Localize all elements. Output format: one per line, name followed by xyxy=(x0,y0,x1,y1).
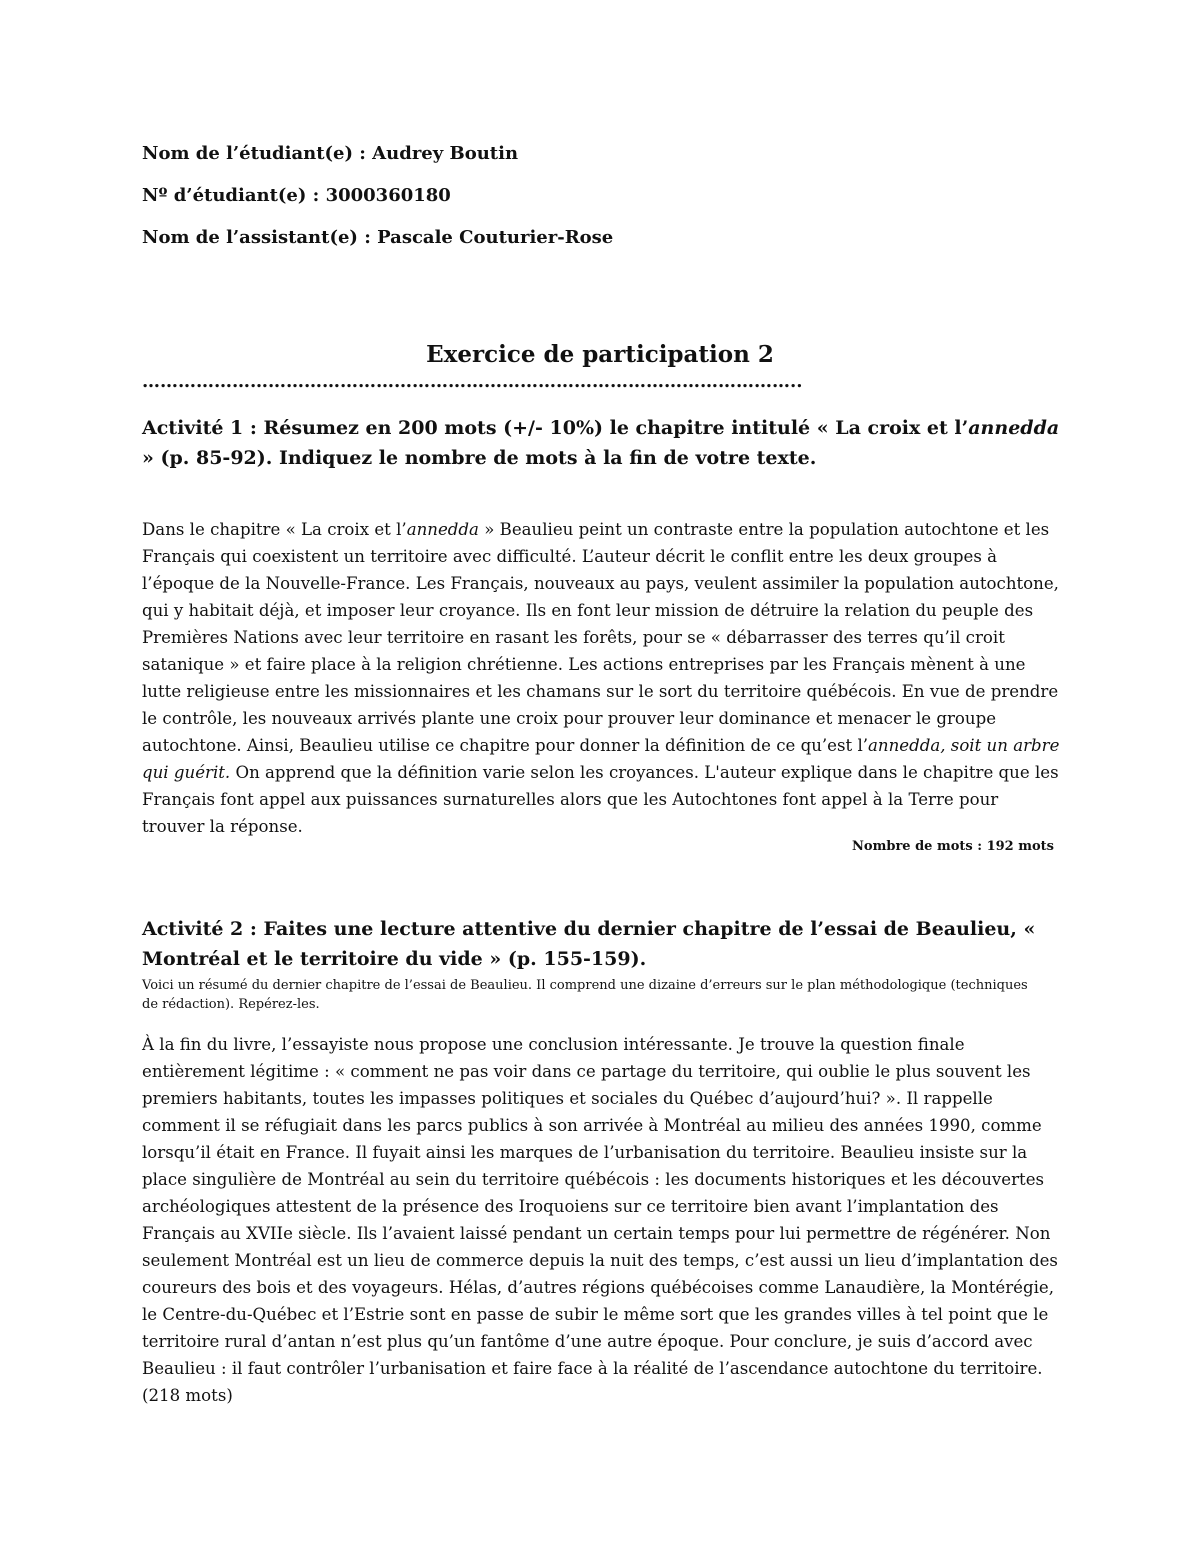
activity-1-text-part1: Dans le chapitre « La croix et l’ xyxy=(142,520,407,539)
assistant-name-line: Nom de l’assistant(e) : Pascale Couturier-Rose xyxy=(142,227,614,248)
activity-2-heading: Activité 2 : Faites une lecture attentive du dernier chapitre de l’essai de Beaulieu, « Montréal et le territoire du vide » (p. 155-159). xyxy=(142,918,1036,970)
activity-2-instructions: Voici un résumé du dernier chapitre de l’essai de Beaulieu. Il comprend une dizaine d’erreurs sur le plan méthodologique (techniques de rédaction). Repérez-les. xyxy=(142,978,1028,1012)
activity-1-text-part2: » Beaulieu peint un contraste entre la population autochtone et les Français qui coexistent un territoire avec difficulté. L’auteur décrit le conflit entre les deux groupes à l’époque de la Nouvelle-France. Les Français, nouveaux au pays, veulent assimiler la population autochtone, qui y habitait déjà, et imposer leur croyance. Ils en font leur mission de détruire la relation du peuple des Premières Nations avec leur territoire en rasant les forêts, pour se « débarrasser des terres qu’il croit satanique » et faire place à la religion chrétienne. Les actions entreprises par les Français mènent à une lutte religieuse entre les missionnaires et les chamans sur le sort du territoire québécois. En vue de prendre le contrôle, les nouveaux arrivés plante une croix pour prouver leur dominance et menacer le groupe autochtone. Ainsi, Beaulieu utilise ce chapitre pour donner la définition de ce qu’est l’ xyxy=(142,520,1059,755)
activity-1-summary xyxy=(142,516,1060,840)
activity-1-heading-part1: Activité 1 : Résumez en 200 mots (+/- 10%) le chapitre intitulé « La croix et l’ xyxy=(142,417,969,439)
activity-1-heading xyxy=(142,413,1062,473)
activity-1-text-italic1: annedda xyxy=(406,520,479,539)
document-title: Exercice de participation 2 xyxy=(426,341,774,368)
student-number-line: Nº d’étudiant(e) : 3000360180 xyxy=(142,185,451,206)
activity-1-text-part3: On apprend que la définition varie selon les croyances. L'auteur explique dans le chapitre que les Français font appel aux puissances surnaturelles alors que les Autochtones font appel à la Terre pour trouver la réponse. xyxy=(142,763,1059,836)
activity-1-heading-part2: » (p. 85-92). Indiquez le nombre de mots à la fin de votre texte. xyxy=(142,447,817,469)
separator-dots: ……………………………………………………………………………………………….. xyxy=(142,371,803,392)
activity-1-word-count: Nombre de mots : 192 mots xyxy=(852,839,1054,854)
activity-1-text-italic2: annedda, soit un arbre qui guérit. xyxy=(142,736,1060,782)
activity-1-heading-italic: annedda xyxy=(968,417,1060,439)
student-name-line: Nom de l’étudiant(e) : Audrey Boutin xyxy=(142,143,519,164)
activity-2-summary: À la fin du livre, l’essayiste nous propose une conclusion intéressante. Je trouve la question finale entièrement légitime : « comment ne pas voir dans ce partage du territoire, qui oublie le plus souvent les premiers habitants, toutes les impasses politiques et sociales du Québec d’aujourd’hui? ». Il rappelle comment il se réfugiait dans les parcs publics à son arrivée à Montréal au milieu des années 1990, comme lorsqu’il était en France. Il fuyait ainsi les marques de l’urbanisation du territoire. Beaulieu insiste sur la place singulière de Montréal au sein du territoire québécois : les documents historiques et les découvertes archéologiques attestent de la présence des Iroquoiens sur ce territoire bien avant l’implantation des Français au XVIIe siècle. Ils l’avaient laissé pendant un certain temps pour lui permettre de régénérer. Non seulement Montréal est un lieu de commerce depuis la nuit des temps, c’est aussi un lieu d’implantation des coureurs des bois et des voyageurs. Hélas, d’autres régions québécoises comme Lanaudière, la Montérégie, le Centre-du-Québec et l’Estrie sont en passe de subir le même sort que les grandes villes à tel point que le territoire rural d’antan n’est plus qu’un fantôme d’une autre époque. Pour conclure, je suis d’accord avec Beaulieu : il faut contrôler l’urbanisation et faire face à la réalité de l’ascendance autochtone du territoire. (218 mots) xyxy=(142,1035,1058,1405)
